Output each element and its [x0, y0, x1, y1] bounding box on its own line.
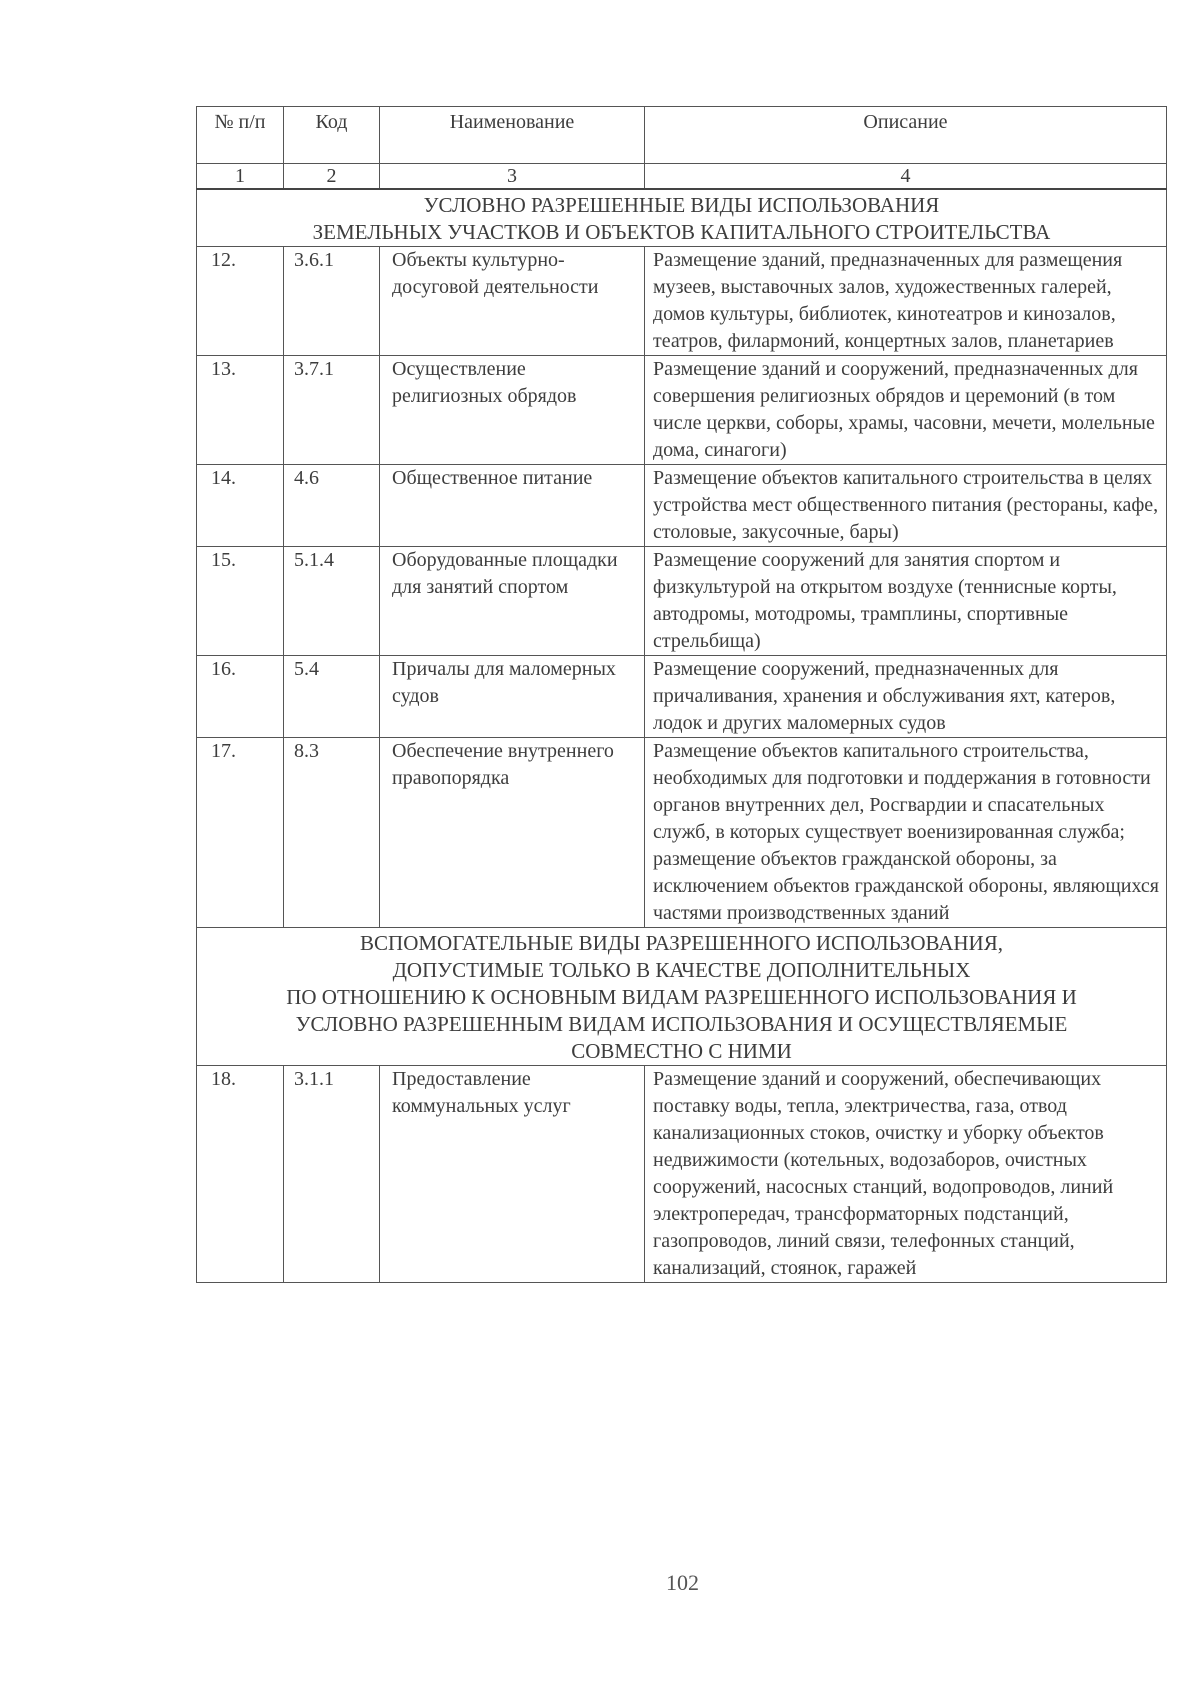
row-name: Осуществление религиозных обрядов — [380, 356, 645, 465]
row-code: 5.1.4 — [284, 547, 380, 656]
table-header-row — [197, 107, 1167, 164]
section-heading-line: ПО ОТНОШЕНИЮ К ОСНОВНЫМ ВИДАМ РАЗРЕШЕННОГО ИСПОЛЬЗОВАНИЯ И — [286, 985, 1077, 1009]
section-heading-row — [197, 928, 1167, 1066]
row-number: 14. — [197, 465, 284, 547]
column-number-1: 1 — [197, 164, 284, 190]
row-name: Общественное питание — [380, 465, 645, 547]
row-code: 5.4 — [284, 656, 380, 738]
row-code: 8.3 — [284, 738, 380, 928]
table-row — [197, 656, 1167, 738]
row-code: 3.6.1 — [284, 247, 380, 356]
header-description: Описание — [645, 107, 1167, 164]
table-row — [197, 247, 1167, 356]
column-number-row — [197, 164, 1167, 190]
row-number: 17. — [197, 738, 284, 928]
row-description: Размещение зданий и сооружений, обеспечивающих поставку воды, тепла, электричества, газа, отвод канализационных стоков, очистку и уборку объектов недвижимости (котельных, водозаборов, очистных сооружений, насосных станций, водопроводов, линий электропередач, трансформаторных подстанций, газопроводов, линий связи, телефонных станций, канализаций, стоянок, гаражей — [645, 1066, 1167, 1283]
row-number: 12. — [197, 247, 284, 356]
header-name: Наименование — [380, 107, 645, 164]
row-name: Объекты культурно-досуговой деятельности — [380, 247, 645, 356]
table-row — [197, 1066, 1167, 1283]
section-heading-conditional — [197, 189, 1167, 247]
section-heading-auxiliary — [197, 928, 1167, 1066]
table-row — [197, 356, 1167, 465]
section-heading-line: УСЛОВНО РАЗРЕШЕННЫМ ВИДАМ ИСПОЛЬЗОВАНИЯ И ОСУЩЕСТВЛЯЕМЫЕ — [295, 1012, 1068, 1036]
row-description: Размещение зданий и сооружений, предназначенных для совершения религиозных обрядов и церемоний (в том числе церкви, соборы, храмы, часовни, мечети, молельные дома, синагоги) — [645, 356, 1167, 465]
row-number: 18. — [197, 1066, 284, 1283]
row-name: Причалы для маломерных судов — [380, 656, 645, 738]
row-name: Обеспечение внутреннего правопорядка — [380, 738, 645, 928]
section-heading-line: СОВМЕСТНО С НИМИ — [571, 1039, 792, 1063]
column-number-3: 3 — [380, 164, 645, 190]
section-heading-line: ДОПУСТИМЫЕ ТОЛЬКО В КАЧЕСТВЕ ДОПОЛНИТЕЛЬНЫХ — [392, 958, 971, 982]
column-number-4: 4 — [645, 164, 1167, 190]
row-description: Размещение сооружений для занятия спортом и физкультурой на открытом воздухе (теннисные корты, автодромы, мотодромы, трамплины, спортивные стрельбища) — [645, 547, 1167, 656]
row-description: Размещение объектов капитального строительства в целях устройства мест общественного питания (рестораны, кафе, столовые, закусочные, бары) — [645, 465, 1167, 547]
row-name: Оборудованные площадки для занятий спортом — [380, 547, 645, 656]
header-code: Код — [284, 107, 380, 164]
header-number: № п/п — [197, 107, 284, 164]
table-row — [197, 547, 1167, 656]
row-name: Предоставление коммунальных услуг — [380, 1066, 645, 1283]
row-number: 15. — [197, 547, 284, 656]
section-heading-line: ВСПОМОГАТЕЛЬНЫЕ ВИДЫ РАЗРЕШЕННОГО ИСПОЛЬЗОВАНИЯ, — [360, 931, 1003, 955]
row-description: Размещение зданий, предназначенных для размещения музеев, выставочных залов, художественных галерей, домов культуры, библиотек, кинотеатров и кинозалов, театров, филармоний, концертных залов, планетариев — [645, 247, 1167, 356]
table-row — [197, 465, 1167, 547]
row-number: 16. — [197, 656, 284, 738]
row-code: 3.7.1 — [284, 356, 380, 465]
column-number-2: 2 — [284, 164, 380, 190]
section-heading-row — [197, 189, 1167, 247]
section-heading-line: ЗЕМЕЛЬНЫХ УЧАСТКОВ И ОБЪЕКТОВ КАПИТАЛЬНОГО СТРОИТЕЛЬСТВА — [312, 220, 1051, 244]
row-description: Размещение сооружений, предназначенных для причаливания, хранения и обслуживания яхт, катеров, лодок и других маломерных судов — [645, 656, 1167, 738]
page-number: 102 — [666, 1570, 699, 1595]
land-use-table — [196, 106, 1167, 1283]
row-code: 3.1.1 — [284, 1066, 380, 1283]
row-description: Размещение объектов капитального строительства, необходимых для подготовки и поддержания в готовности органов внутренних дел, Росгвардии и спасательных служб, в которых существует военизированная служба; размещение объектов гражданской обороны, за исключением объектов гражданской обороны, являющихся частями производственных зданий — [645, 738, 1167, 928]
row-number: 13. — [197, 356, 284, 465]
table-row — [197, 738, 1167, 928]
row-code: 4.6 — [284, 465, 380, 547]
section-heading-line: УСЛОВНО РАЗРЕШЕННЫЕ ВИДЫ ИСПОЛЬЗОВАНИЯ — [423, 193, 940, 217]
